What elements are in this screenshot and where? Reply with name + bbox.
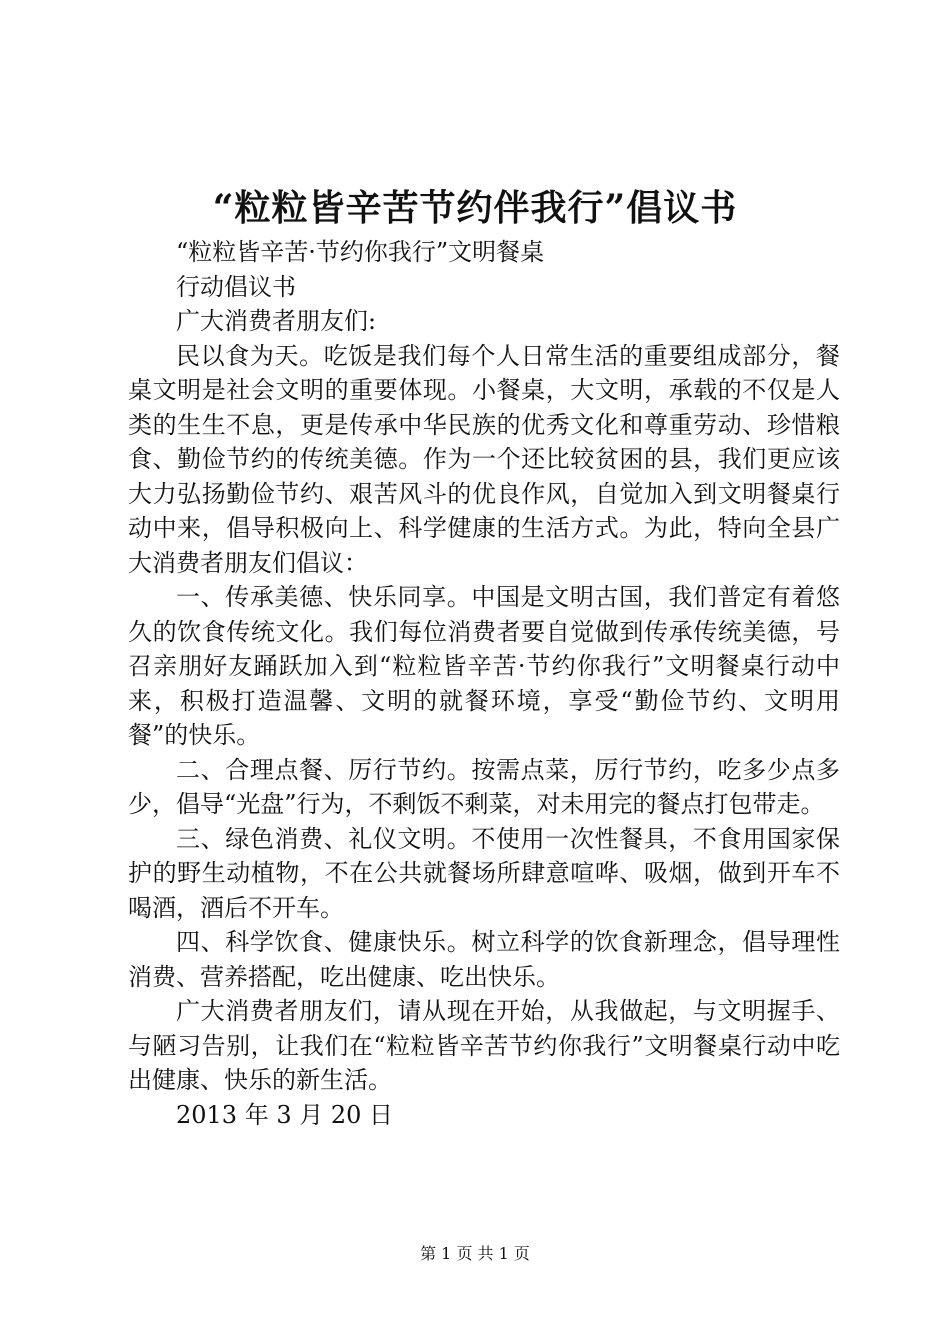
subtitle-line-2: 行动倡议书 (176, 272, 296, 301)
proposal-4-paragraph: 四、科学饮食、健康快乐。树立科学的饮食新理念，倡导理性消费、营养搭配，吃出健康、吃出快乐。 (128, 928, 840, 991)
document-title: “粒粒皆辛苦节约伴我行”倡议书 (212, 187, 738, 229)
document-date: 2013 年 3 月 20 日 (176, 1100, 394, 1129)
intro-paragraph: 民以食为天。吃饭是我们每个人日常生活的重要组成部分，餐桌文明是社会文明的重要体现。小餐桌，大文明，承载的不仅是人类的生生不息，更是传承中华民族的优秀文化和尊重劳动、珍惜粮食、勤俭节约的传统美德。作为一个还比较贫困的县，我们更应该大力弘扬勤俭节约、艰苦风斗的优良作风，自觉加入到文明餐桌行动中来，倡导积极向上、科学健康的生活方式。为此，特向全县广大消费者朋友们倡议： (128, 341, 840, 577)
document-body (128, 235, 840, 1132)
closing-paragraph: 广大消费者朋友们，请从现在开始，从我做起，与文明握手、与陋习告别，让我们在“粒粒皆辛苦节约你我行”文明餐桌行动中吃出健康、快乐的新生活。 (128, 997, 840, 1094)
page-number-footer: 第 1 页 共 1 页 (420, 1244, 530, 1263)
salutation: 广大消费者朋友们: (176, 307, 377, 335)
proposal-3-paragraph: 三、绿色消费、礼仪文明。不使用一次性餐具，不食用国家保护的野生动植物，不在公共就餐场所肆意喧哗、吸烟，做到开车不喝酒，酒后不开车。 (128, 824, 840, 922)
subtitle-line-1: “粒粒皆辛苦·节约你我行”文明餐桌 (176, 238, 545, 266)
proposal-1-paragraph: 一、传承美德、快乐同享。中国是文明古国，我们普定有着悠久的饮食传统文化。我们每位消费者要自觉做到传承传统美德，号召亲朋好友踊跃加入到“粒粒皆辛苦·节约你我行”文明餐桌行动中来，积极打造温馨、文明的就餐环境，享受“勤俭节约、文明用餐”的快乐。 (128, 583, 840, 749)
proposal-2-paragraph: 二、合理点餐、厉行节约。按需点菜，厉行节约，吃多少点多少，倡导“光盘”行为，不剩饭不剩菜，对未用完的餐点打包带走。 (128, 755, 840, 818)
